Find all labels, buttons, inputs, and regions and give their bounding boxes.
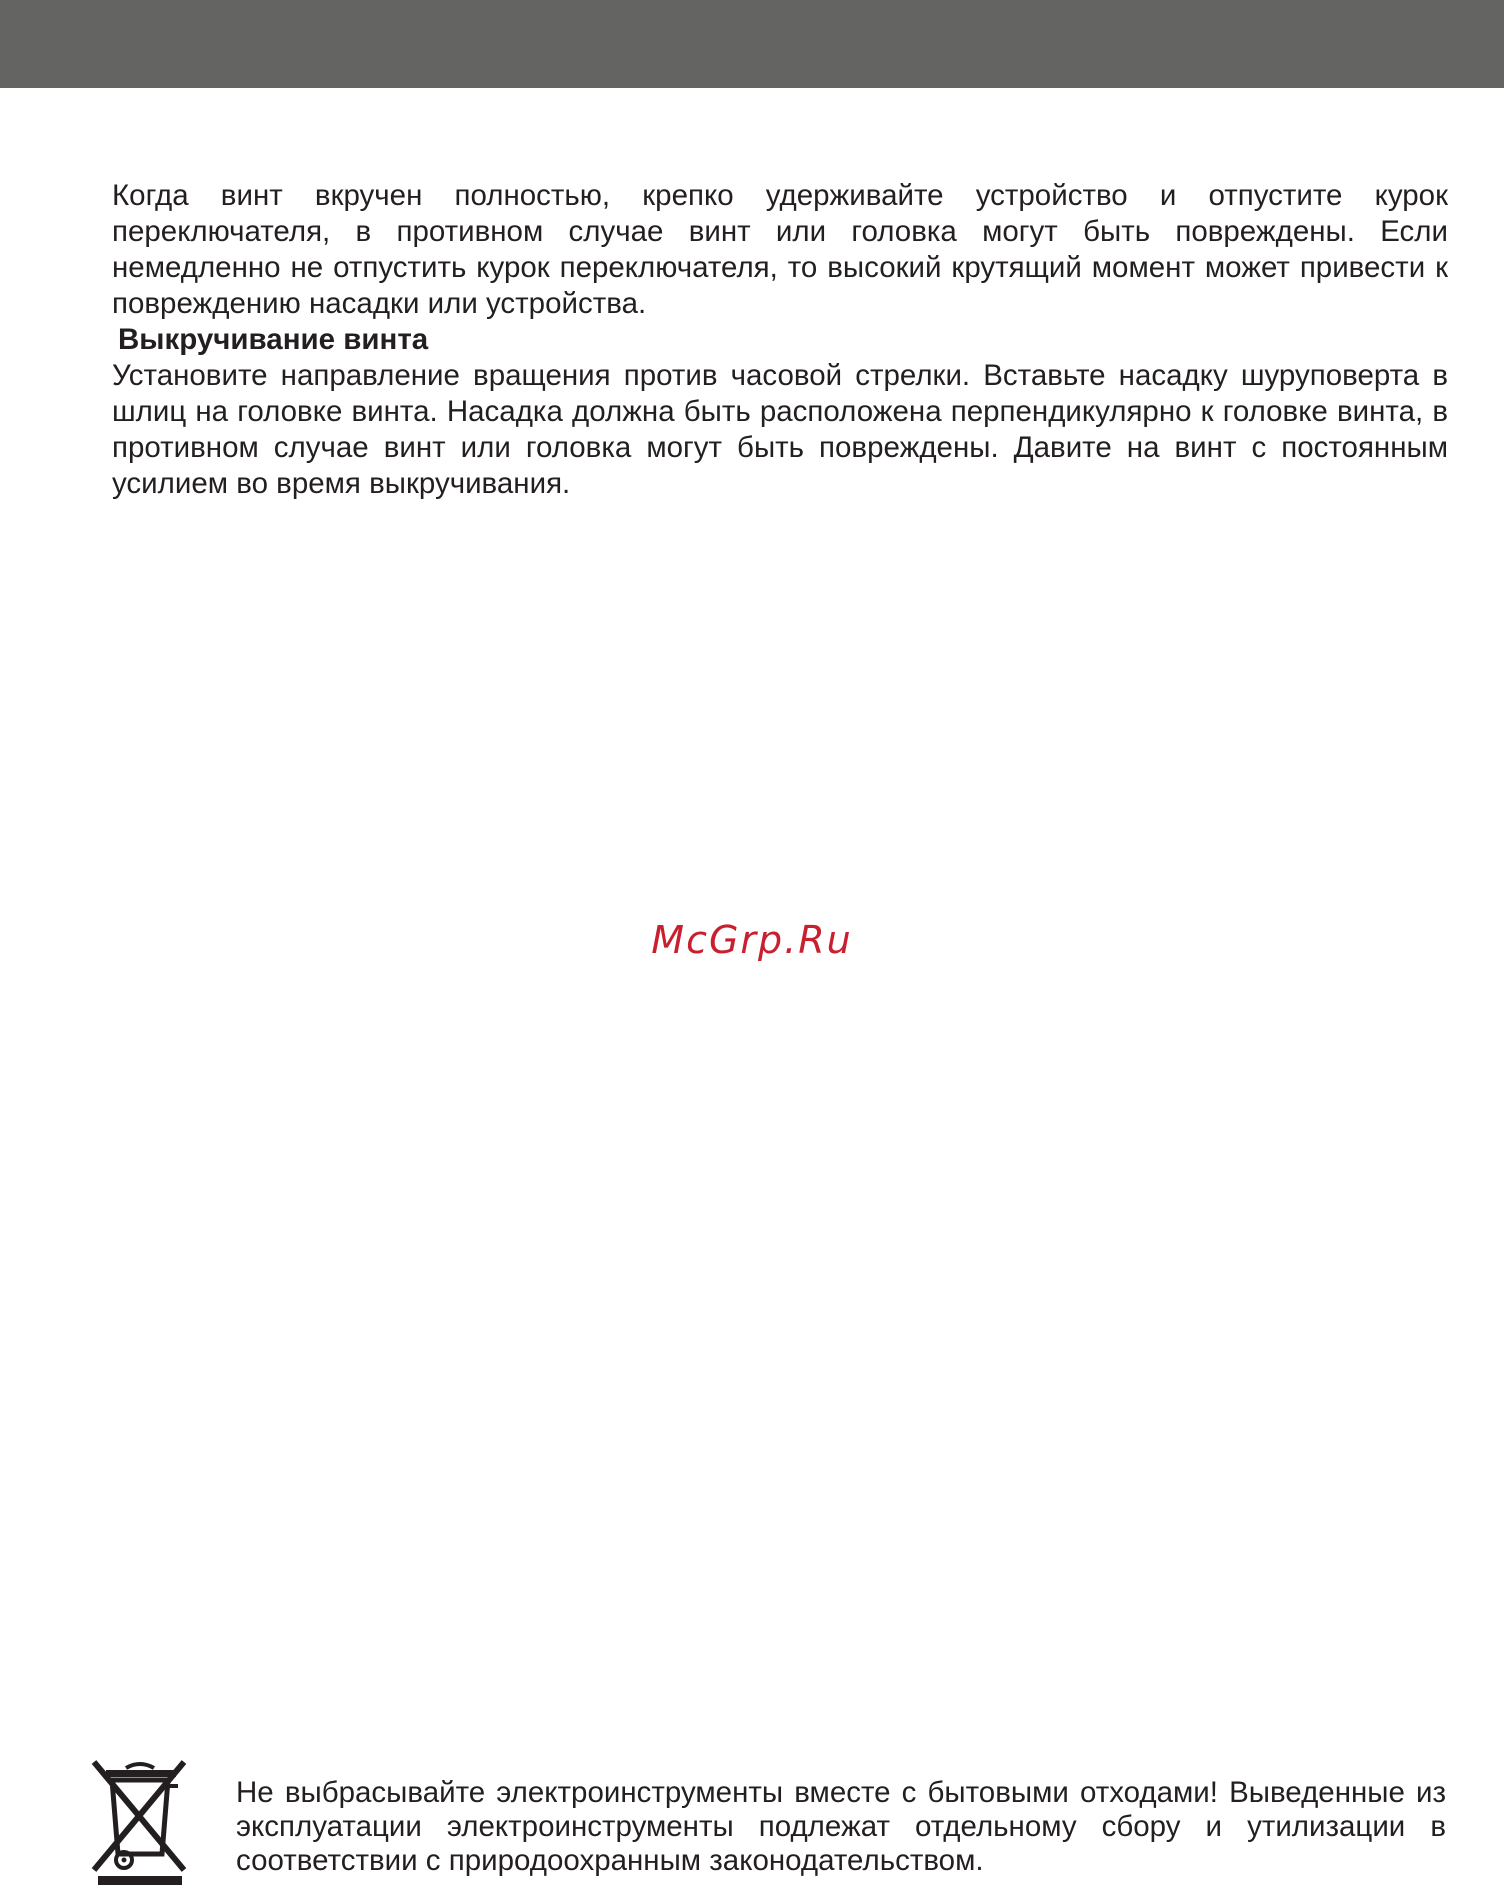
section-heading-unscrewing: Выкручивание винта [118, 323, 429, 356]
crossed-out-wheelie-bin-icon [88, 1758, 192, 1885]
paragraph-screw-in: Когда винт вкручен полностью, крепко удерживайте устройство и отпустите курок переключателя, в противном случае винт или головка могут быть повреждены. Если немедленно не отпустить курок переключателя, то высокий крутящий момент может привести к повреждению насадки или устройства. [112, 179, 1448, 320]
watermark: McGrp.Ru [651, 918, 853, 962]
disposal-notice-text: Не выбрасывайте электроинструменты вместе с бытовыми отходами! Выведенные из эксплуатации электроинструменты подлежат отдельному сбору и утилизации в соответствии с природоохранным законодательством. [236, 1776, 1446, 1877]
disposal-notice [88, 1758, 1450, 1885]
main-content [112, 178, 1448, 502]
paragraph-unscrewing: Установите направление вращения против часовой стрелки. Вставьте насадку шуруповерта в шлиц на головке винта. Насадка должна быть расположена перпендикулярно к головке винта, в противном случае винт или головка могут быть повреждены. Давите на винт с постоянным усилием во время выкручивания. [112, 359, 1448, 500]
header-bar [0, 0, 1504, 88]
